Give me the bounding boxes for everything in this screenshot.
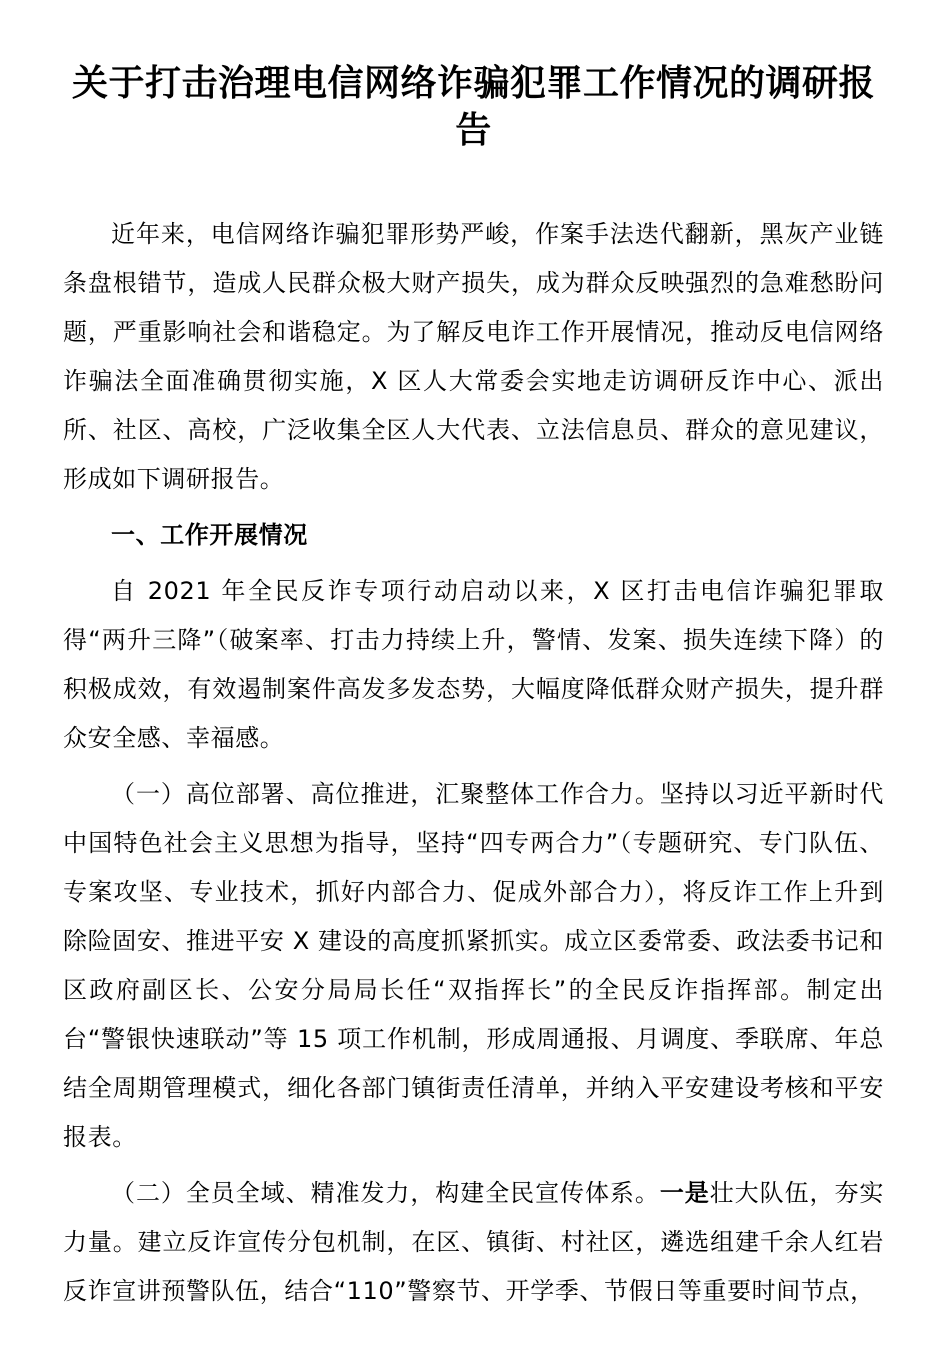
text-segment: 一、工作开展情况 — [111, 521, 308, 549]
text-segment: 自 2021 年全民反诈专项行动启动以来，X 区打击电信诈骗犯罪取得“两升三降”（破案率、打击力持续上升，警情、发案、损失连续下降）的积极成效，有效遏制案件高发多发态势，大幅度降低群众财产损失，提升群众安全感、幸福感。 — [63, 577, 884, 752]
text-segment: 一是 — [659, 1179, 710, 1207]
text-segment: 近年来，电信网络诈骗犯罪形势严峻，作案手法迭代翻新，黑灰产业链条盘根错节，造成人民群众极大财产损失，成为群众反映强烈的急难愁盼问题，严重影响社会和谐稳定。为了解反电诈工作开展情况，推动反电信网络诈骗法全面准确贯彻实施，X 区人大常委会实地走访调研反诈中心、派出所、社区、高校，广泛收集全区人大代表、立法信息员、群众的意见建议，形成如下调研报告。 — [63, 220, 884, 493]
section-heading — [63, 511, 884, 560]
text-segment: （二）全员全域、精准发力，构建全民宣传体系。 — [111, 1179, 660, 1207]
document-body — [63, 210, 884, 1316]
paragraph — [63, 567, 884, 763]
document-title: 关于打击治理电信网络诈骗犯罪工作情况的调研报告 — [71, 63, 875, 151]
paragraph — [63, 1169, 884, 1316]
paragraph — [63, 770, 884, 1162]
text-segment: 壮大队伍，夯实力量。建立反诈宣传分包机制，在区、镇街、村社区，遴选组建千余人红岩反诈宣讲预警队伍，结合“110”警察节、开学季、节假日等重要时间节点， — [63, 1179, 885, 1305]
paragraph — [63, 210, 884, 504]
text-segment: （一）高位部署、高位推进，汇聚整体工作合力。坚持以习近平新时代中国特色社会主义思想为指导，坚持“四专两合力”（专题研究、专门队伍、专案攻坚、专业技术，抓好内部合力、促成外部合力），将反诈工作上升到除险固安、推进平安 X 建设的高度抓紧抓实。成立区委常委、政法委书记和区政府副区长、公安分局局长任“双指挥长”的全民反诈指挥部。制定出台“警银快速联动”等 15 项工作机制，形成周通报、月调度、季联席、年总结全周期管理模式，细化各部门镇街责任清单，并纳入平安建设考核和平安报表。 — [63, 780, 884, 1151]
